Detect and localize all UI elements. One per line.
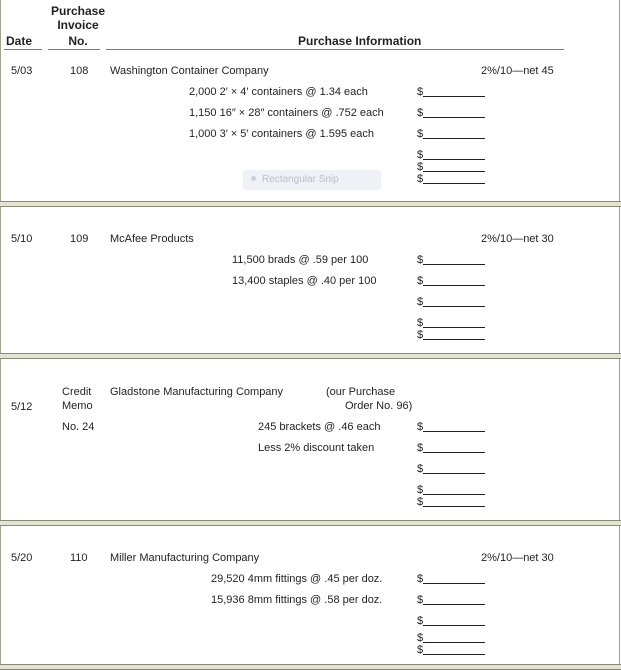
- header-invoice-line1: Purchase: [50, 4, 106, 18]
- amount-blank[interactable]: [423, 604, 485, 605]
- header-invoice-line3: No.: [68, 34, 88, 48]
- left-border: [0, 0, 1, 670]
- dollar-sign: $: [417, 463, 424, 475]
- header-rule-invoice: [48, 49, 100, 50]
- right-border: [619, 0, 620, 670]
- entry-note-line1: (our Purchase: [326, 386, 396, 398]
- dollar-sign: $: [417, 296, 424, 308]
- amount-blank[interactable]: [423, 138, 485, 139]
- line-item: 29,520 4mm fittings @ .45 per doz.: [211, 573, 383, 585]
- line-item: Less 2% discount taken: [258, 442, 375, 454]
- header-date: Date: [6, 34, 33, 48]
- header-purchase-information: Purchase Information: [298, 34, 422, 48]
- entry-terms: 2%/10—net 30: [481, 552, 554, 564]
- entry-vendor: Miller Manufacturing Company: [110, 552, 260, 564]
- line-item: 11,500 brads @ .59 per 100: [232, 254, 369, 266]
- entry-terms: 2%/10—net 30: [481, 233, 554, 245]
- entry-invoice-line1: Credit: [62, 386, 92, 398]
- dollar-sign: $: [417, 329, 424, 341]
- amount-blank[interactable]: [423, 96, 485, 97]
- section-divider: [0, 201, 621, 207]
- dollar-sign: $: [417, 161, 424, 173]
- entry-invoice: 108: [70, 65, 89, 77]
- dollar-sign: $: [417, 632, 424, 644]
- dollar-sign: $: [417, 254, 424, 266]
- amount-blank[interactable]: [423, 431, 485, 432]
- entry-date: 5/03: [11, 65, 33, 77]
- rectangular-snip-overlay[interactable]: [243, 170, 381, 190]
- amount-blank[interactable]: [423, 159, 485, 160]
- rectangular-snip-label: Rectangular Snip: [262, 174, 339, 185]
- amount-blank[interactable]: [423, 625, 485, 626]
- dollar-sign: $: [417, 317, 424, 329]
- dollar-sign: $: [417, 275, 424, 287]
- entry-invoice: 109: [70, 233, 89, 245]
- line-item: 1,000 3′ × 5′ containers @ 1.595 each: [189, 128, 375, 140]
- amount-blank[interactable]: [423, 339, 485, 340]
- amount-blank[interactable]: [423, 642, 485, 643]
- amount-blank[interactable]: [423, 506, 485, 507]
- header-rule-date: [4, 49, 42, 50]
- dollar-sign: $: [417, 594, 424, 606]
- dollar-sign: $: [417, 173, 424, 185]
- amount-blank[interactable]: [423, 285, 485, 286]
- entry-vendor: McAfee Products: [110, 233, 194, 245]
- amount-blank[interactable]: [423, 183, 485, 184]
- amount-blank[interactable]: [423, 452, 485, 453]
- scissors-dot-icon: [251, 176, 256, 181]
- dollar-sign: $: [417, 484, 424, 496]
- line-item: 15,936 8mm fittings @ .58 per doz.: [211, 594, 383, 606]
- amount-blank[interactable]: [423, 117, 485, 118]
- amount-blank[interactable]: [423, 583, 485, 584]
- amount-blank[interactable]: [423, 494, 485, 495]
- entry-vendor: Gladstone Manufacturing Company: [110, 386, 284, 398]
- entry-date: 5/20: [11, 552, 33, 564]
- section-divider: [0, 353, 621, 359]
- header-invoice-line2: Invoice: [57, 18, 99, 32]
- line-item: 1,150 16″ × 28″ containers @ .752 each: [189, 107, 384, 119]
- line-item: 13,400 staples @ .40 per 100: [232, 275, 377, 287]
- amount-blank[interactable]: [423, 306, 485, 307]
- amount-blank[interactable]: [423, 171, 485, 172]
- dollar-sign: $: [417, 107, 424, 119]
- section-divider: [0, 520, 621, 526]
- dollar-sign: $: [417, 615, 424, 627]
- dollar-sign: $: [417, 573, 424, 585]
- amount-blank[interactable]: [423, 264, 485, 265]
- entry-date: 5/10: [11, 233, 33, 245]
- entry-vendor: Washington Container Company: [110, 65, 269, 77]
- entry-invoice-line2: Memo: [62, 400, 93, 412]
- entry-terms: 2%/10—net 45: [481, 65, 554, 77]
- dollar-sign: $: [417, 421, 424, 433]
- dollar-sign: $: [417, 644, 424, 656]
- dollar-sign: $: [417, 128, 424, 140]
- dollar-sign: $: [417, 149, 424, 161]
- section-divider: [0, 664, 621, 670]
- amount-blank[interactable]: [423, 473, 485, 474]
- line-item: 2,000 2′ × 4′ containers @ 1.34 each: [189, 86, 368, 98]
- dollar-sign: $: [417, 86, 424, 98]
- header-rule-info: [106, 49, 564, 50]
- entry-invoice-line3: No. 24: [62, 421, 95, 433]
- entry-invoice: 110: [70, 552, 88, 564]
- amount-blank[interactable]: [423, 327, 485, 328]
- entry-note-line2: Order No. 96): [345, 400, 413, 412]
- dollar-sign: $: [417, 442, 424, 454]
- amount-blank[interactable]: [423, 654, 485, 655]
- dollar-sign: $: [417, 496, 424, 508]
- entry-date: 5/12: [11, 401, 33, 413]
- line-item: 245 brackets @ .46 each: [258, 421, 381, 433]
